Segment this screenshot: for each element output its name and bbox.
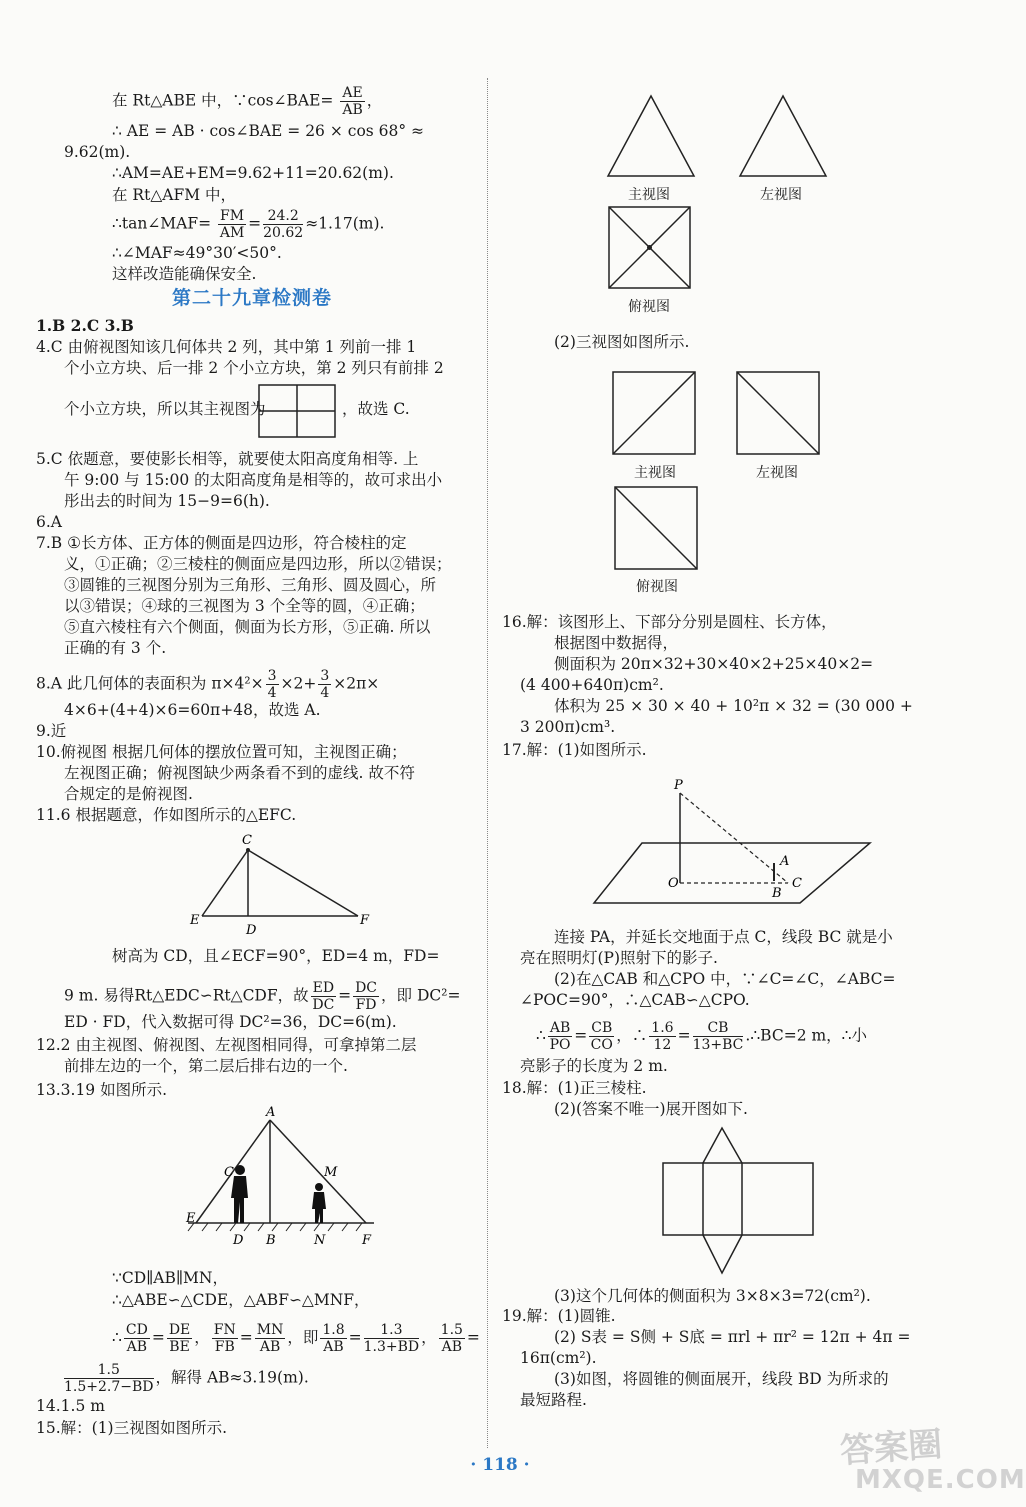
- line: ∴tan∠MAF= $\frac{FM}{AM}$ = $\frac{24.2}{20.62}$ ≈1.17(m).: [112, 208, 385, 241]
- front-view-triangle: [606, 94, 696, 179]
- answer-line: 正确的有 3 个.: [64, 639, 167, 657]
- line: ∴ AE = AB · cos∠BAE = 26 × cos 68° ≈: [112, 122, 425, 140]
- svg-text:B: B: [772, 886, 782, 901]
- svg-text:D: D: [246, 923, 257, 938]
- answer-line: 个小立方块、后一排 2 个小立方块，第 2 列只有前排 2: [64, 359, 444, 377]
- answer-line: 5.C 依题意，要使影长相等，就要使太阳高度角相等. 上: [36, 450, 419, 468]
- answer-line: ∵CD∥AB∥MN，: [112, 1269, 228, 1287]
- caption: 主视图: [628, 187, 670, 203]
- fraction: $\frac{MN}{AB}$: [256, 1322, 284, 1355]
- answer-line: 左视图正确；俯视图缺少两条看不到的虚线. 故不符: [64, 764, 415, 782]
- fraction: $\frac{1.6}{12}$: [651, 1020, 674, 1053]
- shadow-figure: [178, 1105, 378, 1250]
- answer-line: ③圆锥的三视图分别为三角形、三角形、圆及圆心，所: [64, 576, 437, 594]
- line: 在 Rt△AFM 中，: [112, 186, 236, 204]
- answer-line: 前排左边的一个，第二层后排右边的一个.: [64, 1057, 348, 1075]
- top-view-square-x: [608, 206, 692, 290]
- answer-line: 13.3.19 如图所示.: [36, 1081, 168, 1099]
- fraction: $\frac{AB}{PO}$: [549, 1020, 571, 1053]
- section-title: 第二十九章检测卷: [172, 287, 333, 309]
- svg-text:F: F: [362, 1233, 372, 1248]
- answer-line: 亮影子的长度为 2 m.: [520, 1057, 668, 1075]
- answer-line: 体积为 25 × 30 × 40 + 10²π × 32 = (30 000 +: [554, 697, 913, 715]
- line: ∴AM=AE+EM=9.62+11=20.62(m).: [112, 164, 394, 182]
- left-view-square-diag: [736, 371, 822, 457]
- svg-text:D: D: [233, 1233, 244, 1248]
- caption: 左视图: [756, 465, 798, 481]
- answer-line: 个小立方块，所以其主视图为: [64, 400, 266, 418]
- svg-text:N: N: [314, 1233, 326, 1248]
- fraction: $\frac{DC}{FD}$: [355, 980, 378, 1013]
- line: 在 Rt△ABE 中，∵cos∠BAE= $\frac{AE}{AB}$ ，: [112, 85, 383, 118]
- svg-text:C: C: [792, 876, 802, 891]
- answer-line: 8.A 此几何体的表面积为 π×4²× $\frac{3}{4}$ ×2+ $\frac{3}{4}$ ×2π×: [36, 668, 380, 701]
- lamp-shadow-figure: [588, 775, 878, 915]
- watermark-url: MXQE.COM: [855, 1465, 1026, 1495]
- top-view-square-diag: [614, 486, 700, 572]
- fraction: $\frac{FN}{FB}$: [213, 1322, 236, 1355]
- fraction: $\frac{1.3}{1.3+BD}$: [363, 1322, 420, 1355]
- prism-net-figure: [660, 1125, 820, 1277]
- answer-line: $\frac{1.5}{1.5+2.7-BD}$ ，解得 AB≈3.19(m).: [64, 1362, 309, 1395]
- answer-line: (2)三视图如图所示.: [554, 333, 690, 351]
- svg-text:A: A: [266, 1105, 276, 1120]
- answer-line: ，故选 C.: [342, 400, 410, 418]
- fraction: $\frac{1.5}{AB}$: [440, 1322, 463, 1355]
- answer-line: 14.1.5 m: [36, 1397, 105, 1415]
- answer-line: 19.解：(1)圆锥.: [502, 1307, 616, 1325]
- answer-line: 11.6 根据题意，作如图所示的△EFC.: [36, 806, 297, 824]
- answer-line: (3)如图，将圆锥的侧面展开，线段 BD 为所求的: [554, 1370, 889, 1388]
- fraction: $\frac{ED}{DC}$: [312, 980, 335, 1013]
- svg-text:A: A: [780, 854, 790, 869]
- answer-line: 4.C 由俯视图知该几何体共 2 列，其中第 1 列前一排 1: [36, 338, 417, 356]
- answer-line: 彤出去的时间为 15−9=6(h).: [64, 492, 270, 510]
- svg-text:E: E: [186, 1211, 196, 1226]
- answer-line: 树高为 CD，且∠ECF=90°，ED=4 m，FD=: [112, 947, 440, 965]
- answer-line: (2) S表 = S侧 + S底 = πrl + πr² = 12π + 4π =: [554, 1328, 911, 1346]
- line: ∴∠MAF≈49°30′<50°.: [112, 244, 282, 262]
- fraction: $\frac{24.2}{20.62}$: [263, 208, 304, 241]
- caption: 俯视图: [636, 579, 678, 595]
- fraction: $\frac{1.5}{1.5+2.7-BD}$: [64, 1362, 154, 1395]
- page-number: · 118 ·: [470, 1455, 530, 1475]
- answer-line: ⑤直六棱柱有六个侧面，侧面为长方形，⑤正确. 所以: [64, 618, 431, 636]
- answer-line: 义，①正确；②三棱柱的侧面应是四边形，所以②错误；: [64, 555, 452, 573]
- fraction: $\frac{CB}{13+BC}$: [692, 1020, 744, 1053]
- caption: 俯视图: [628, 299, 670, 315]
- svg-text:B: B: [266, 1233, 276, 1248]
- answer-line: 16π(cm²).: [520, 1349, 597, 1367]
- svg-text:E: E: [190, 913, 200, 928]
- answer-line: 9.近: [36, 722, 67, 740]
- answer-line: 6.A: [36, 513, 62, 531]
- svg-text:C: C: [242, 833, 252, 848]
- answer-line: (3)这个几何体的侧面积为 3×8×3=72(cm²).: [554, 1287, 871, 1305]
- triangle-efc-figure: [190, 830, 370, 940]
- answer-line: 亮在照明灯(P)照射下的影子.: [520, 949, 718, 967]
- line: 这样改造能确保安全.: [112, 265, 257, 283]
- answer-line: 最短路程.: [520, 1391, 587, 1409]
- answer-line: (4 400+640π)cm².: [520, 676, 664, 694]
- fraction: $\frac{FM}{AM}$: [219, 208, 245, 241]
- answer-line: (2)(答案不唯一)展开图如下.: [554, 1100, 748, 1118]
- answer-line: 15.解：(1)三视图如图所示.: [36, 1419, 228, 1437]
- answer-line: ∴△ABE∽△CDE，△ABF∽△MNF，: [112, 1291, 370, 1309]
- answer-line: 10.俯视图 根据几何体的摆放位置可知，主视图正确；: [36, 743, 407, 761]
- svg-text:M: M: [324, 1165, 338, 1180]
- column-divider: [487, 78, 488, 1448]
- svg-text:P: P: [674, 778, 683, 793]
- answer-line: ∴ $\frac{CD}{AB}$ = $\frac{DE}{BE}$ ， $\frac{FN}{FB}$ = $\frac{MN}{AB}$ ，即 $\frac{1.8}{AB}$ = $\frac{1.3}{1.3+BD}$ ， $\frac{1.5}{AB}$ =: [112, 1322, 480, 1355]
- answer-line: 侧面积为 20π×32+30×40×2+25×40×2=: [554, 655, 874, 673]
- front-view-square-diag: [612, 371, 698, 457]
- answer-line: 18.解：(1)正三棱柱.: [502, 1079, 647, 1097]
- fraction: $\frac{1.8}{AB}$: [322, 1322, 345, 1355]
- answer-line: 12.2 由主视图、俯视图、左视图相同得，可拿掉第二层: [36, 1036, 417, 1054]
- answer-line: ∴ $\frac{AB}{PO}$ = $\frac{CB}{CO}$ ，∴ $\frac{1.6}{12}$ = $\frac{CB}{13+BC}$ .∴BC=2 m，∴小: [536, 1020, 868, 1053]
- fraction: $\frac{AE}{AB}$: [342, 85, 363, 118]
- fraction: $\frac{DE}{BE}$: [168, 1322, 191, 1355]
- answer-line: 16.解：该图形上、下部分分别是圆柱、长方体，: [502, 613, 837, 631]
- answer-line: ∠POC=90°，∴△CAB∽△CPO.: [520, 991, 750, 1009]
- answer-line: ED · FD，代入数据可得 DC²=36，DC=6(m).: [64, 1013, 397, 1031]
- svg-text:F: F: [360, 913, 370, 928]
- fraction: $\frac{CB}{CO}$: [590, 1020, 613, 1053]
- answer-line: 连接 PA，并延长交地面于点 C，线段 BC 就是小: [554, 928, 893, 946]
- answer-line: 7.B ①长方体、正方体的侧面是四边形，符合棱柱的定: [36, 534, 407, 552]
- fraction: $\frac{3}{4}$: [267, 668, 277, 701]
- answer-line: 17.解：(1)如图所示.: [502, 741, 647, 759]
- answer-line: 4×6+(4+4)×6=60π+48，故选 A.: [64, 701, 321, 719]
- fraction: $\frac{3}{4}$: [320, 668, 330, 701]
- answer-line: 9 m. 易得Rt△EDC∽Rt△CDF，故 $\frac{ED}{DC}$ = $\frac{DC}{FD}$ ，即 DC²=: [64, 980, 461, 1013]
- answer-line: (2)在△CAB 和△CPO 中，∵∠C=∠C，∠ABC=: [554, 970, 896, 988]
- answer-line: 午 9:00 与 15:00 的太阳高度角是相等的，故可求出小: [64, 471, 443, 489]
- svg-text:C: C: [224, 1165, 234, 1180]
- left-view-triangle: [738, 94, 828, 179]
- answer-line: 以③错误；④球的三视图为 3 个全等的圆，④正确；: [64, 597, 425, 615]
- watermark-logo: 答案圈: [838, 1424, 944, 1472]
- caption: 左视图: [760, 187, 802, 203]
- svg-text:O: O: [668, 876, 679, 891]
- answer-line: 3 200π)cm³.: [520, 718, 616, 736]
- answer-line: 根据图中数据得，: [554, 634, 679, 652]
- answer-line: 合规定的是俯视图.: [64, 785, 193, 803]
- caption: 主视图: [634, 465, 676, 481]
- line: 9.62(m).: [64, 143, 131, 161]
- fraction: $\frac{CD}{AB}$: [125, 1322, 148, 1355]
- front-view-grid-figure: [258, 384, 338, 440]
- answer-line: 1.B 2.C 3.B: [36, 316, 134, 335]
